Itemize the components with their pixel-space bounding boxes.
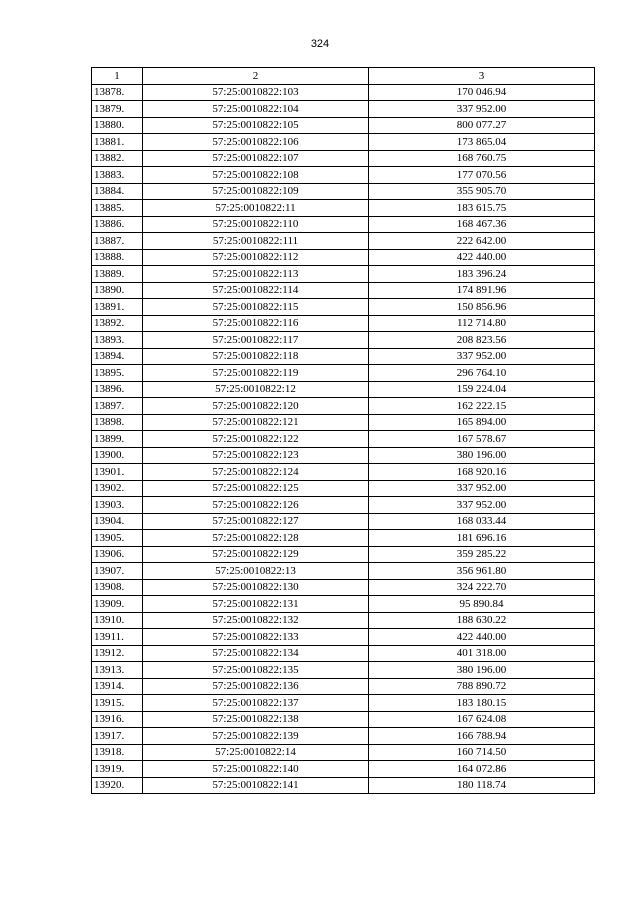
table-row <box>92 761 595 778</box>
table-row <box>92 546 595 563</box>
cadastral-number: 57:25:0010822:108 <box>143 167 369 184</box>
table-row <box>92 447 595 464</box>
row-number: 13903. <box>92 497 143 514</box>
cadastral-number: 57:25:0010822:136 <box>143 678 369 695</box>
table-row <box>92 381 595 398</box>
table-row <box>92 711 595 728</box>
cadastral-value: 170 046.94 <box>369 84 595 101</box>
cadastral-value: 188 630.22 <box>369 612 595 629</box>
cadastral-number: 57:25:0010822:139 <box>143 728 369 745</box>
cadastral-number: 57:25:0010822:134 <box>143 645 369 662</box>
table-row <box>92 612 595 629</box>
row-number: 13897. <box>92 398 143 415</box>
table-row <box>92 678 595 695</box>
row-number: 13893. <box>92 332 143 349</box>
row-number: 13895. <box>92 365 143 382</box>
cadastral-number: 57:25:0010822:141 <box>143 777 369 794</box>
row-number: 13885. <box>92 200 143 217</box>
table-row <box>92 249 595 266</box>
table-row <box>92 167 595 184</box>
cadastral-value: 168 760.75 <box>369 150 595 167</box>
table-row <box>92 348 595 365</box>
cadastral-value: 788 890.72 <box>369 678 595 695</box>
table-row <box>92 695 595 712</box>
cadastral-number: 57:25:0010822:131 <box>143 596 369 613</box>
cadastral-value: 337 952.00 <box>369 348 595 365</box>
table-row <box>92 233 595 250</box>
cadastral-value: 150 856.96 <box>369 299 595 316</box>
cadastral-number: 57:25:0010822:104 <box>143 101 369 118</box>
cadastral-value: 337 952.00 <box>369 480 595 497</box>
cadastral-value: 160 714.50 <box>369 744 595 761</box>
table-row <box>92 414 595 431</box>
cadastral-number: 57:25:0010822:113 <box>143 266 369 283</box>
cadastral-value: 177 070.56 <box>369 167 595 184</box>
row-number: 13894. <box>92 348 143 365</box>
row-number: 13882. <box>92 150 143 167</box>
table-row <box>92 513 595 530</box>
cadastral-number: 57:25:0010822:127 <box>143 513 369 530</box>
row-number: 13878. <box>92 84 143 101</box>
cadastral-number: 57:25:0010822:140 <box>143 761 369 778</box>
table-row <box>92 365 595 382</box>
cadastral-number: 57:25:0010822:111 <box>143 233 369 250</box>
table-row <box>92 431 595 448</box>
cadastral-value: 159 224.04 <box>369 381 595 398</box>
row-number: 13914. <box>92 678 143 695</box>
row-number: 13886. <box>92 216 143 233</box>
row-number: 13891. <box>92 299 143 316</box>
row-number: 13898. <box>92 414 143 431</box>
table-row <box>92 150 595 167</box>
table-row <box>92 497 595 514</box>
table-row <box>92 101 595 118</box>
cadastral-value: 324 222.70 <box>369 579 595 596</box>
table-row <box>92 266 595 283</box>
table-row <box>92 398 595 415</box>
row-number: 13892. <box>92 315 143 332</box>
cadastral-value: 380 196.00 <box>369 447 595 464</box>
cadastral-value: 296 764.10 <box>369 365 595 382</box>
cadastral-number: 57:25:0010822:14 <box>143 744 369 761</box>
row-number: 13896. <box>92 381 143 398</box>
cadastral-value: 95 890.84 <box>369 596 595 613</box>
row-number: 13899. <box>92 431 143 448</box>
cadastral-number: 57:25:0010822:130 <box>143 579 369 596</box>
cadastral-value: 422 440.00 <box>369 249 595 266</box>
row-number: 13908. <box>92 579 143 596</box>
table-row <box>92 84 595 101</box>
cadastral-number: 57:25:0010822:135 <box>143 662 369 679</box>
cadastral-value: 174 891.96 <box>369 282 595 299</box>
cadastral-value: 337 952.00 <box>369 497 595 514</box>
row-number: 13912. <box>92 645 143 662</box>
table-row <box>92 117 595 134</box>
cadastral-number: 57:25:0010822:126 <box>143 497 369 514</box>
cadastral-value: 168 033.44 <box>369 513 595 530</box>
cadastral-number: 57:25:0010822:11 <box>143 200 369 217</box>
cadastral-number: 57:25:0010822:109 <box>143 183 369 200</box>
column-header-3: 3 <box>369 68 595 85</box>
table-row <box>92 282 595 299</box>
table-header <box>92 68 595 85</box>
row-number: 13918. <box>92 744 143 761</box>
row-number: 13911. <box>92 629 143 646</box>
row-number: 13920. <box>92 777 143 794</box>
cadastral-number: 57:25:0010822:124 <box>143 464 369 481</box>
cadastral-number: 57:25:0010822:122 <box>143 431 369 448</box>
row-number: 13884. <box>92 183 143 200</box>
cadastral-number: 57:25:0010822:115 <box>143 299 369 316</box>
table-row <box>92 645 595 662</box>
cadastral-value: 380 196.00 <box>369 662 595 679</box>
row-number: 13907. <box>92 563 143 580</box>
cadastral-number: 57:25:0010822:116 <box>143 315 369 332</box>
row-number: 13910. <box>92 612 143 629</box>
cadastral-number: 57:25:0010822:114 <box>143 282 369 299</box>
table-row <box>92 480 595 497</box>
row-number: 13900. <box>92 447 143 464</box>
table-row <box>92 200 595 217</box>
cadastral-value: 208 823.56 <box>369 332 595 349</box>
table-row <box>92 464 595 481</box>
table-row <box>92 629 595 646</box>
page-number: 324 <box>310 38 330 50</box>
cadastral-value: 112 714.80 <box>369 315 595 332</box>
table-row <box>92 596 595 613</box>
cadastral-number: 57:25:0010822:13 <box>143 563 369 580</box>
cadastral-number: 57:25:0010822:103 <box>143 84 369 101</box>
row-number: 13917. <box>92 728 143 745</box>
cadastral-value: 168 467.36 <box>369 216 595 233</box>
cadastral-value: 168 920.16 <box>369 464 595 481</box>
cadastral-value: 355 905.70 <box>369 183 595 200</box>
row-number: 13887. <box>92 233 143 250</box>
cadastral-number: 57:25:0010822:137 <box>143 695 369 712</box>
cadastral-value: 183 615.75 <box>369 200 595 217</box>
cadastral-number: 57:25:0010822:133 <box>143 629 369 646</box>
row-number: 13915. <box>92 695 143 712</box>
table-row <box>92 183 595 200</box>
cadastral-number: 57:25:0010822:120 <box>143 398 369 415</box>
table-row <box>92 744 595 761</box>
row-number: 13883. <box>92 167 143 184</box>
cadastral-value: 173 865.04 <box>369 134 595 151</box>
cadastral-number: 57:25:0010822:12 <box>143 381 369 398</box>
row-number: 13904. <box>92 513 143 530</box>
cadastral-number: 57:25:0010822:106 <box>143 134 369 151</box>
cadastral-number: 57:25:0010822:107 <box>143 150 369 167</box>
registry-table <box>91 67 595 794</box>
row-number: 13916. <box>92 711 143 728</box>
cadastral-number: 57:25:0010822:121 <box>143 414 369 431</box>
row-number: 13902. <box>92 480 143 497</box>
cadastral-number: 57:25:0010822:105 <box>143 117 369 134</box>
cadastral-value: 401 318.00 <box>369 645 595 662</box>
column-header-2: 2 <box>143 68 369 85</box>
column-header-1: 1 <box>92 68 143 85</box>
cadastral-value: 222 642.00 <box>369 233 595 250</box>
cadastral-value: 167 624.08 <box>369 711 595 728</box>
row-number: 13879. <box>92 101 143 118</box>
cadastral-number: 57:25:0010822:117 <box>143 332 369 349</box>
row-number: 13880. <box>92 117 143 134</box>
table-row <box>92 777 595 794</box>
table-row <box>92 134 595 151</box>
cadastral-value: 183 180.15 <box>369 695 595 712</box>
cadastral-value: 359 285.22 <box>369 546 595 563</box>
cadastral-number: 57:25:0010822:123 <box>143 447 369 464</box>
row-number: 13881. <box>92 134 143 151</box>
table-row <box>92 216 595 233</box>
cadastral-value: 800 077.27 <box>369 117 595 134</box>
table-row <box>92 299 595 316</box>
table-row <box>92 315 595 332</box>
cadastral-value: 180 118.74 <box>369 777 595 794</box>
cadastral-number: 57:25:0010822:129 <box>143 546 369 563</box>
cadastral-number: 57:25:0010822:119 <box>143 365 369 382</box>
cadastral-number: 57:25:0010822:132 <box>143 612 369 629</box>
cadastral-value: 183 396.24 <box>369 266 595 283</box>
cadastral-value: 162 222.15 <box>369 398 595 415</box>
cadastral-value: 181 696.16 <box>369 530 595 547</box>
cadastral-value: 167 578.67 <box>369 431 595 448</box>
table-row <box>92 662 595 679</box>
cadastral-number: 57:25:0010822:112 <box>143 249 369 266</box>
row-number: 13919. <box>92 761 143 778</box>
table-row <box>92 563 595 580</box>
row-number: 13909. <box>92 596 143 613</box>
row-number: 13901. <box>92 464 143 481</box>
cadastral-number: 57:25:0010822:125 <box>143 480 369 497</box>
row-number: 13888. <box>92 249 143 266</box>
row-number: 13906. <box>92 546 143 563</box>
row-number: 13905. <box>92 530 143 547</box>
cadastral-value: 166 788.94 <box>369 728 595 745</box>
cadastral-value: 164 072.86 <box>369 761 595 778</box>
cadastral-value: 422 440.00 <box>369 629 595 646</box>
cadastral-value: 165 894.00 <box>369 414 595 431</box>
row-number: 13889. <box>92 266 143 283</box>
table-row <box>92 579 595 596</box>
cadastral-number: 57:25:0010822:110 <box>143 216 369 233</box>
table-body <box>92 84 595 794</box>
table-row <box>92 728 595 745</box>
row-number: 13890. <box>92 282 143 299</box>
cadastral-number: 57:25:0010822:128 <box>143 530 369 547</box>
table-row <box>92 530 595 547</box>
header-row <box>92 68 595 85</box>
cadastral-value: 356 961.80 <box>369 563 595 580</box>
cadastral-value: 337 952.00 <box>369 101 595 118</box>
row-number: 13913. <box>92 662 143 679</box>
table-row <box>92 332 595 349</box>
cadastral-number: 57:25:0010822:118 <box>143 348 369 365</box>
cadastral-number: 57:25:0010822:138 <box>143 711 369 728</box>
